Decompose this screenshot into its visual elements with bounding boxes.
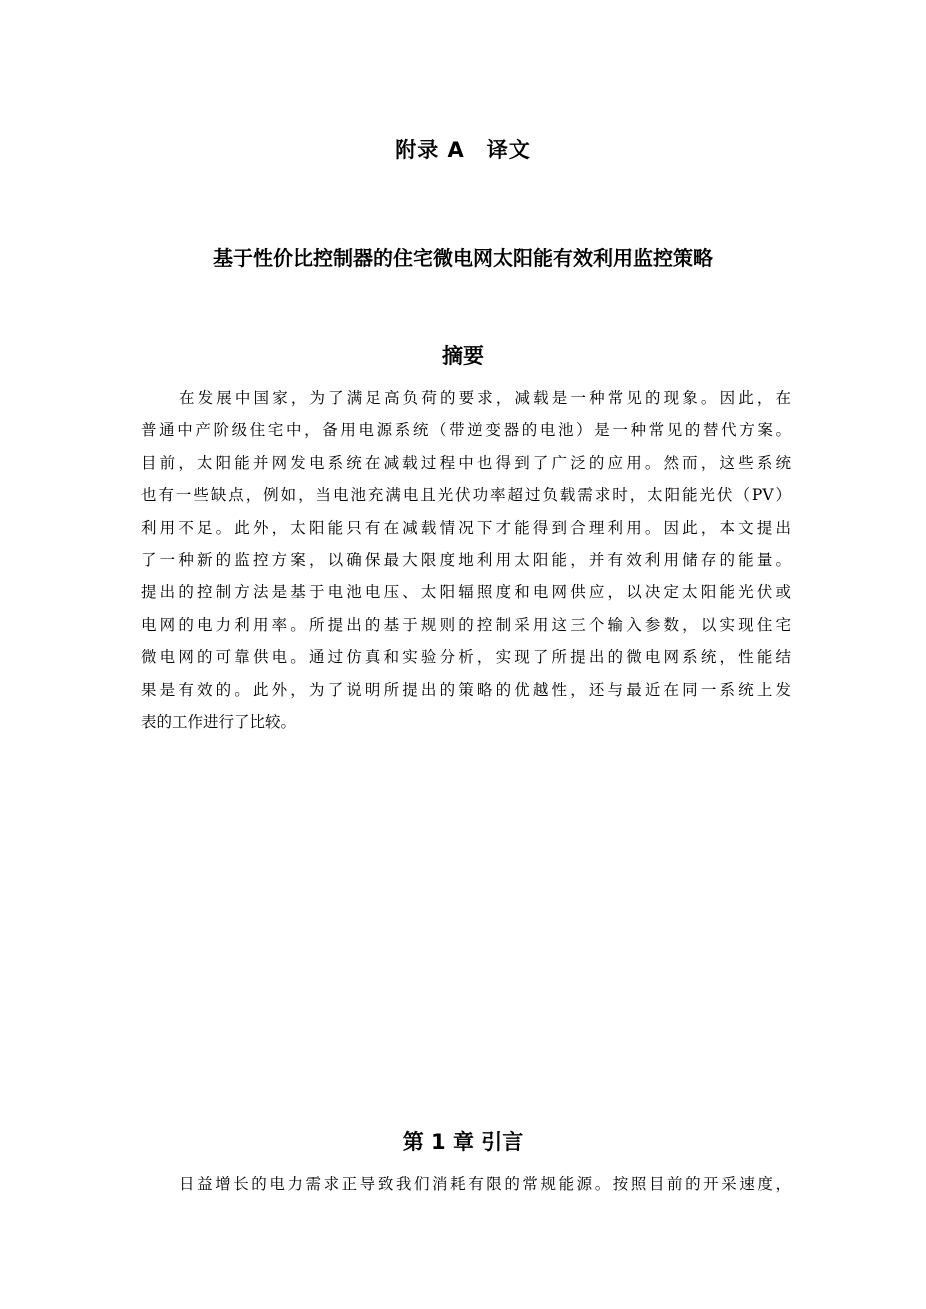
abstract-line: 目前，太阳能并网发电系统在减载过程中也得到了广泛的应用。然而，这些系统 (141, 453, 791, 472)
intro-line: 日益增长的电力需求正导致我们消耗有限的常规能源。按照目前的开采速度， (179, 1175, 791, 1193)
chapter-heading: 第 1 章 引言 (402, 1130, 524, 1154)
intro-body (141, 1170, 791, 1202)
abstract-line: 微电网的可靠供电。通过仿真和实验分析，实现了所提出的微电网系统，性能结 (141, 648, 791, 667)
abstract-line: 利用不足。此外，太阳能只有在减载情况下才能得到合理利用。因此，本文提出 (141, 518, 791, 537)
abstract-line: 在发展中国家，为了满足高负荷的要求，减载是一种常见的现象。因此，在 (179, 389, 791, 407)
abstract-line: 普通中产阶级住宅中，备用电源系统（带逆变器的电池）是一种常见的替代方案。 (141, 421, 791, 440)
appendix-title: 附录 A 译文 (395, 138, 531, 162)
abstract-line: 也有一些缺点，例如，当电池充满电且光伏功率超过负载需求时，太阳能光伏（PV） (141, 486, 791, 505)
abstract-line: 电网的电力利用率。所提出的基于规则的控制采用这三个输入参数，以实现住宅 (141, 615, 791, 634)
abstract-line: 了一种新的监控方案，以确保最大限度地利用太阳能，并有效利用储存的能量。 (141, 550, 791, 569)
abstract-line: 果是有效的。此外，为了说明所提出的策略的优越性，还与最近在同一系统上发 (141, 680, 791, 699)
abstract-heading: 摘要 (442, 344, 484, 368)
abstract-line: 表的工作进行了比较。 (141, 712, 297, 731)
paper-title: 基于性价比控制器的住宅微电网太阳能有效利用监控策略 (213, 246, 713, 270)
abstract-line: 提出的控制方法是基于电池电压、太阳辐照度和电网供应，以决定太阳能光伏或 (141, 583, 791, 602)
abstract-body (141, 384, 791, 740)
